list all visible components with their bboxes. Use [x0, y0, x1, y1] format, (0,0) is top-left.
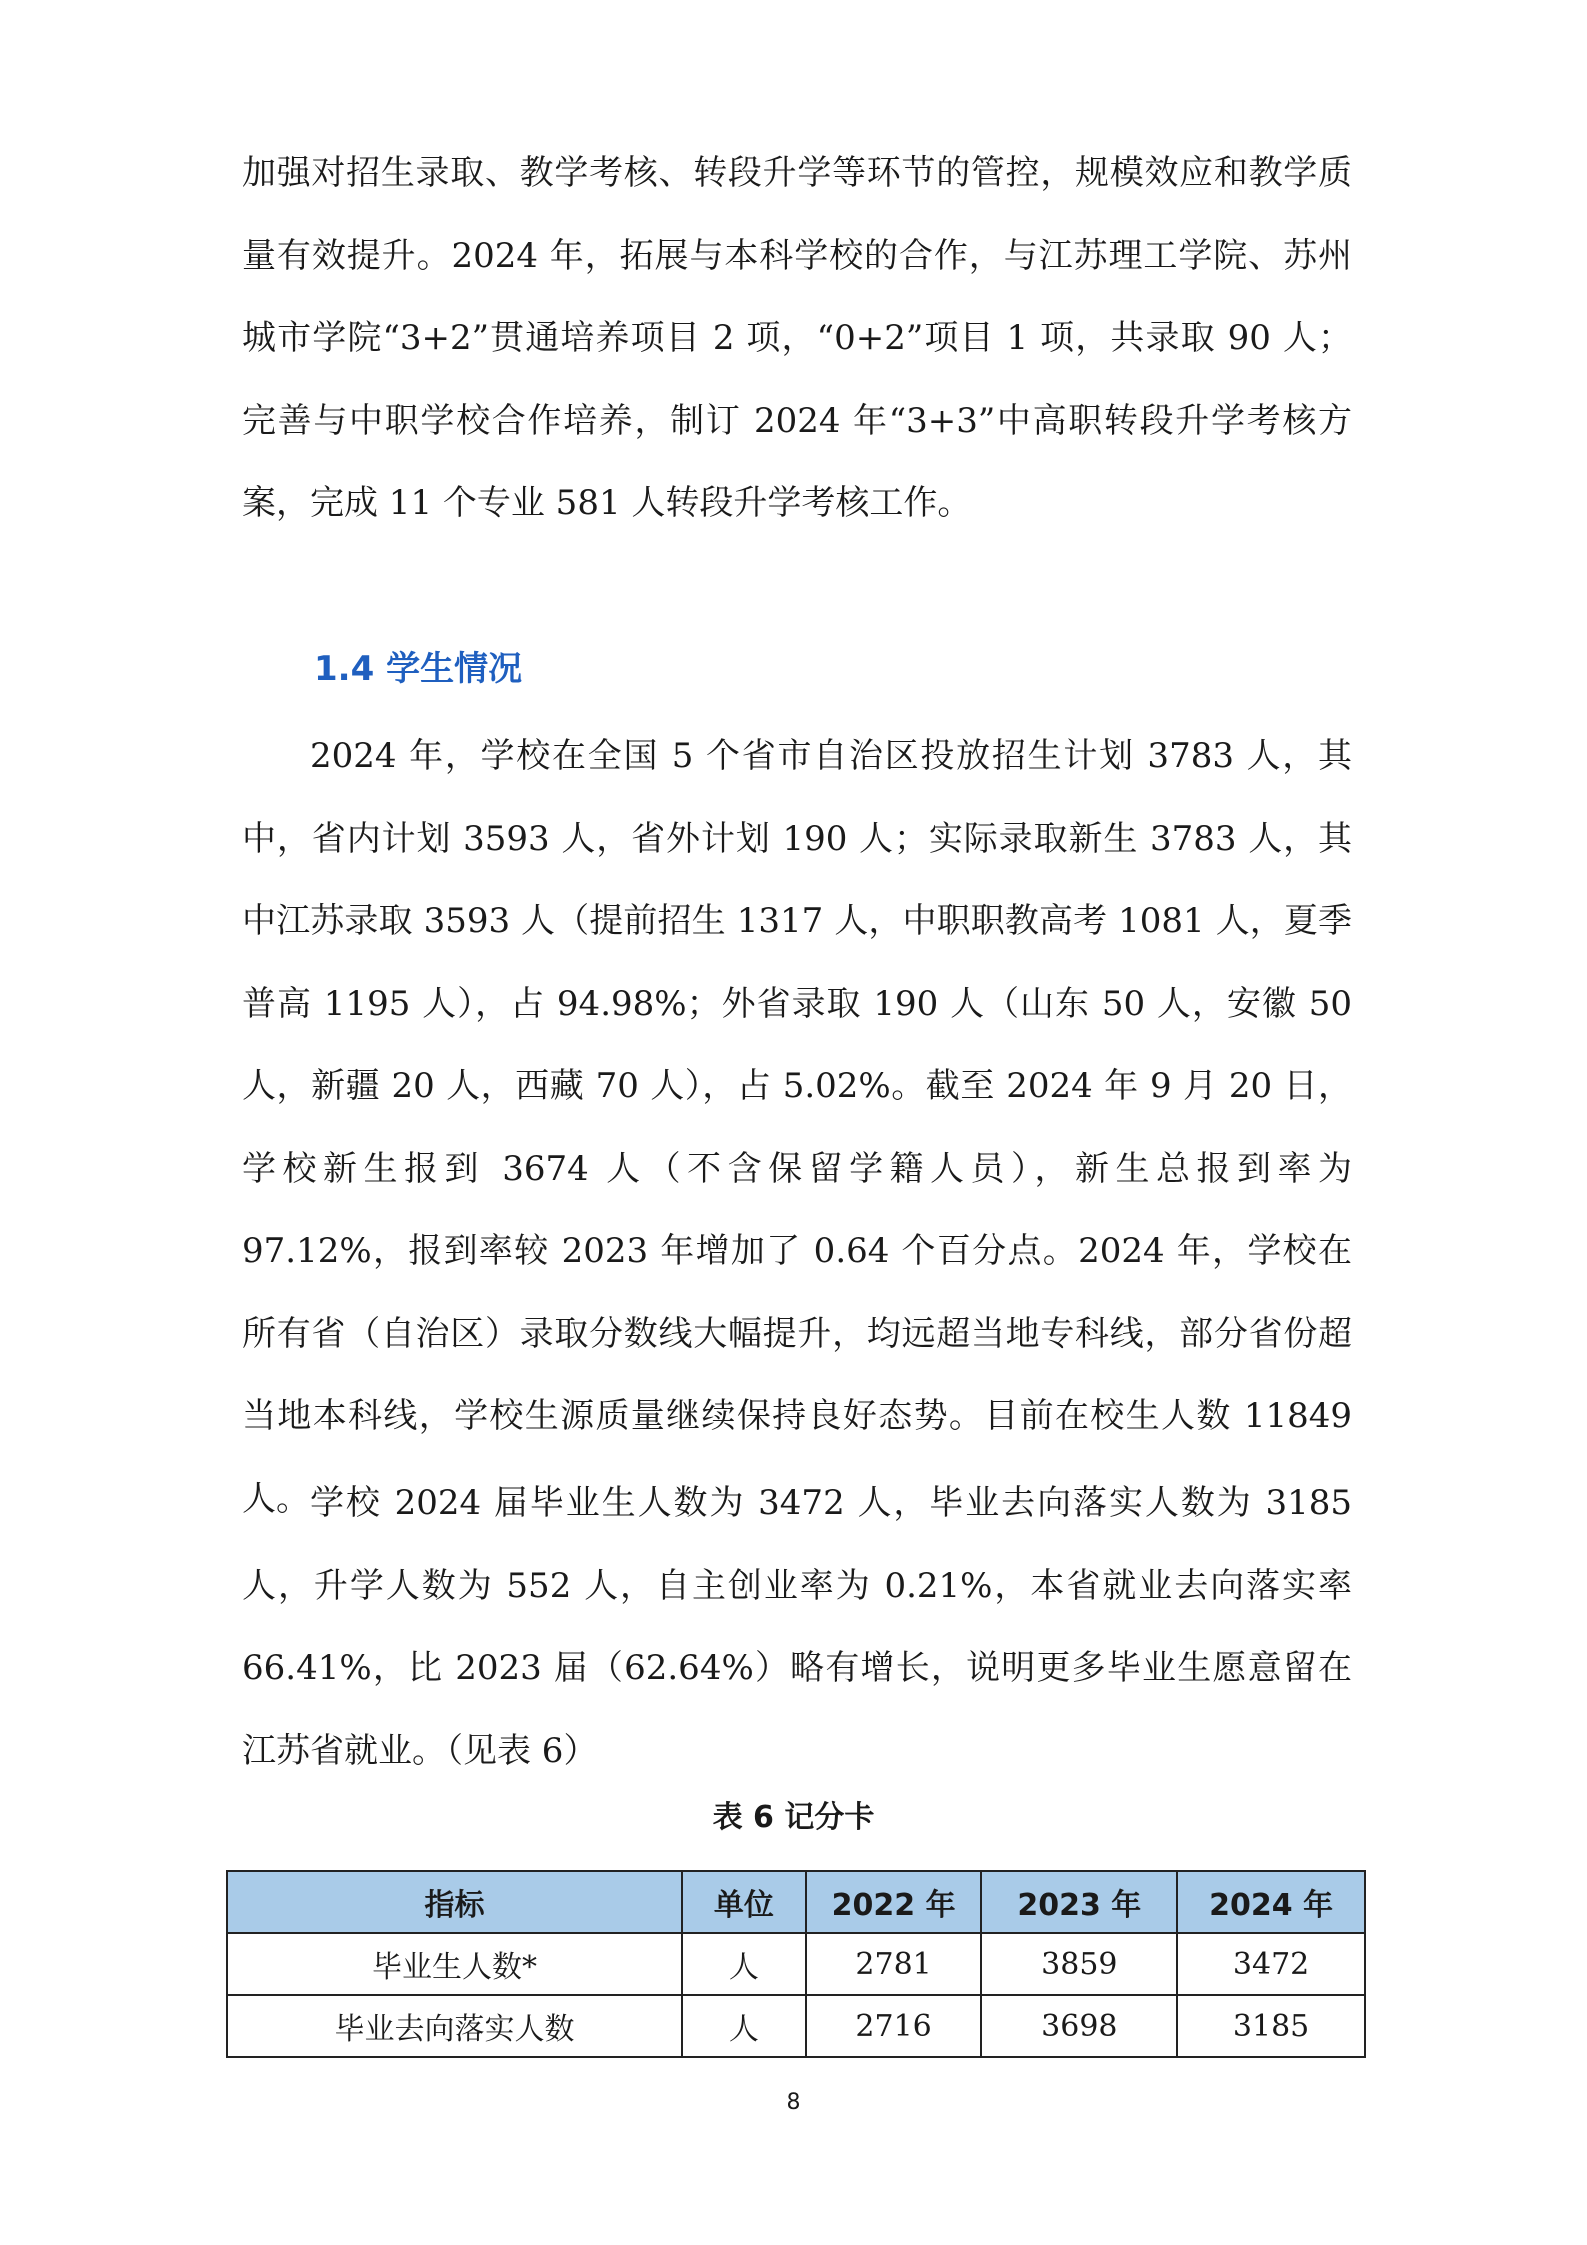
section-heading: 1.4 学生情况 [314, 649, 523, 689]
paragraph-graduate-employment: 学校 2024 届毕业生人数为 3472 人，毕业去向落实人数为 3185 人，升学人数为 552 人，自主创业率为 0.21%，本省就业去向落实率 66.41%，比 2023 届（62.64%）略有增长，说明更多毕业生愿意留在江苏省就业。（见表 6） [242, 1483, 1352, 1771]
header-indicator: 指标 [227, 1871, 682, 1933]
cell-indicator: 毕业生人数* [227, 1933, 682, 1995]
table-row [227, 1933, 1365, 1995]
header-2024: 2024 年 [1177, 1871, 1365, 1933]
header-2023: 2023 年 [981, 1871, 1177, 1933]
header-unit: 单位 [682, 1871, 806, 1933]
cell-2023: 3859 [981, 1933, 1177, 1995]
paragraph-enrollment-management: 加强对招生录取、教学考核、转段升学等环节的管控，规模效应和教学质量有效提升。2024 年，拓展与本科学校的合作，与江苏理工学院、苏州城市学院“3+2”贯通培养项目 2 项，“0+2”项目 1 项，共录取 90 人；完善与中职学校合作培养，制订 2024 年“3+3”中高职转段升学考核方案，完成 11 个专业 581 人转段升学考核工作。 [242, 153, 1352, 523]
cell-2022: 2781 [806, 1933, 982, 1995]
cell-2024: 3185 [1177, 1995, 1365, 2057]
table-caption: 表 6 记分卡 [712, 1800, 875, 1835]
cell-unit: 人 [682, 1933, 806, 1995]
cell-unit: 人 [682, 1995, 806, 2057]
cell-2022: 2716 [806, 1995, 982, 2057]
table-row [227, 1995, 1365, 2057]
scorecard-table [226, 1870, 1366, 2058]
page-number: 8 [786, 2090, 801, 2115]
paragraph-student-admissions: 2024 年，学校在全国 5 个省市自治区投放招生计划 3783 人，其中，省内计划 3593 人，省外计划 190 人；实际录取新生 3783 人，其中江苏录取 3593 人（提前招生 1317 人，中职职教高考 1081 人，夏季普高 1195 人），占 94.98%；外省录取 190 人（山东 50 人，安徽 50 人，新疆 20 人，西藏 70 人），占 5.02%。截至 2024 年 9 月 20 日，学校新生报到 3674 人（不含保留学籍人员），新生总报到率为 97.12%，报到率较 2023 年增加了 0.64 个百分点。2024 年，学校在所有省（自治区）录取分数线大幅提升，均远超当地专科线，部分省份超当地本科线，学校生源质量继续保持良好态势。目前在校生人数 11849 人。 [242, 736, 1352, 1519]
table-header-row [227, 1871, 1365, 1933]
cell-2023: 3698 [981, 1995, 1177, 2057]
cell-indicator: 毕业去向落实人数 [227, 1995, 682, 2057]
cell-2024: 3472 [1177, 1933, 1365, 1995]
header-2022: 2022 年 [806, 1871, 982, 1933]
